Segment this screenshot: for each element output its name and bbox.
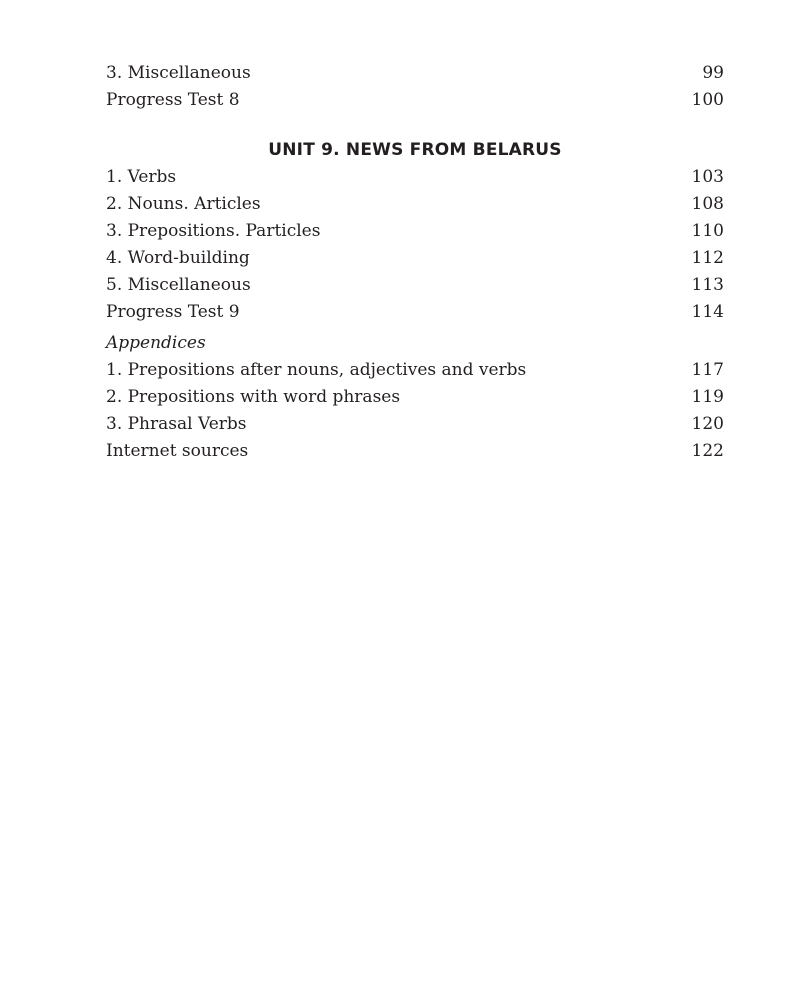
toc-entry-page: 122: [691, 441, 724, 461]
toc-entry-page: 113: [691, 275, 724, 295]
toc-entry-label: 3. Prepositions. Particles: [106, 221, 321, 241]
toc-entry-page: 120: [691, 414, 724, 434]
toc-entry[interactable]: [106, 357, 724, 384]
toc-entry-label: 2. Nouns. Articles: [106, 194, 261, 214]
toc-entry[interactable]: [106, 87, 724, 114]
toc-entry[interactable]: [106, 384, 724, 411]
table-of-contents: [106, 60, 724, 465]
toc-entry[interactable]: [106, 299, 724, 326]
toc-entry-label: 1. Verbs: [106, 167, 177, 187]
toc-entry-page: 100: [691, 90, 724, 110]
toc-entry-label: 5. Miscellaneous: [106, 275, 251, 295]
toc-entry-page: 114: [691, 302, 724, 322]
toc-entry[interactable]: [106, 411, 724, 438]
toc-entry-page: 108: [691, 194, 724, 214]
toc-entry-label: Progress Test 8: [106, 90, 240, 110]
toc-entry[interactable]: [106, 218, 724, 245]
toc-entry[interactable]: [106, 164, 724, 191]
toc-entry[interactable]: [106, 245, 724, 272]
toc-entry-label: Internet sources: [106, 441, 249, 461]
toc-entry[interactable]: [106, 272, 724, 299]
toc-entry-page: 110: [691, 221, 724, 241]
toc-entry-label: 2. Prepositions with word phrases: [106, 387, 401, 407]
toc-entry-label: 3. Phrasal Verbs: [106, 414, 247, 434]
toc-entry[interactable]: [106, 60, 724, 87]
toc-entry-label: Progress Test 9: [106, 302, 240, 322]
toc-entry-page: 99: [702, 63, 724, 83]
toc-entry-page: 103: [691, 167, 724, 187]
toc-entry-page: 112: [691, 248, 724, 268]
toc-entry[interactable]: [106, 191, 724, 218]
toc-entry-label: 1. Prepositions after nouns, adjectives and verbs: [106, 360, 527, 380]
unit-heading: UNIT 9. NEWS FROM BELARUS: [268, 140, 562, 160]
toc-entry-label: 4. Word-building: [106, 248, 250, 268]
toc-entry-page: 119: [691, 387, 724, 407]
toc-entry-page: 117: [691, 360, 724, 380]
toc-entry-label: 3. Miscellaneous: [106, 63, 251, 83]
appendices-heading: Appendices: [106, 333, 206, 353]
toc-entry[interactable]: [106, 438, 724, 465]
